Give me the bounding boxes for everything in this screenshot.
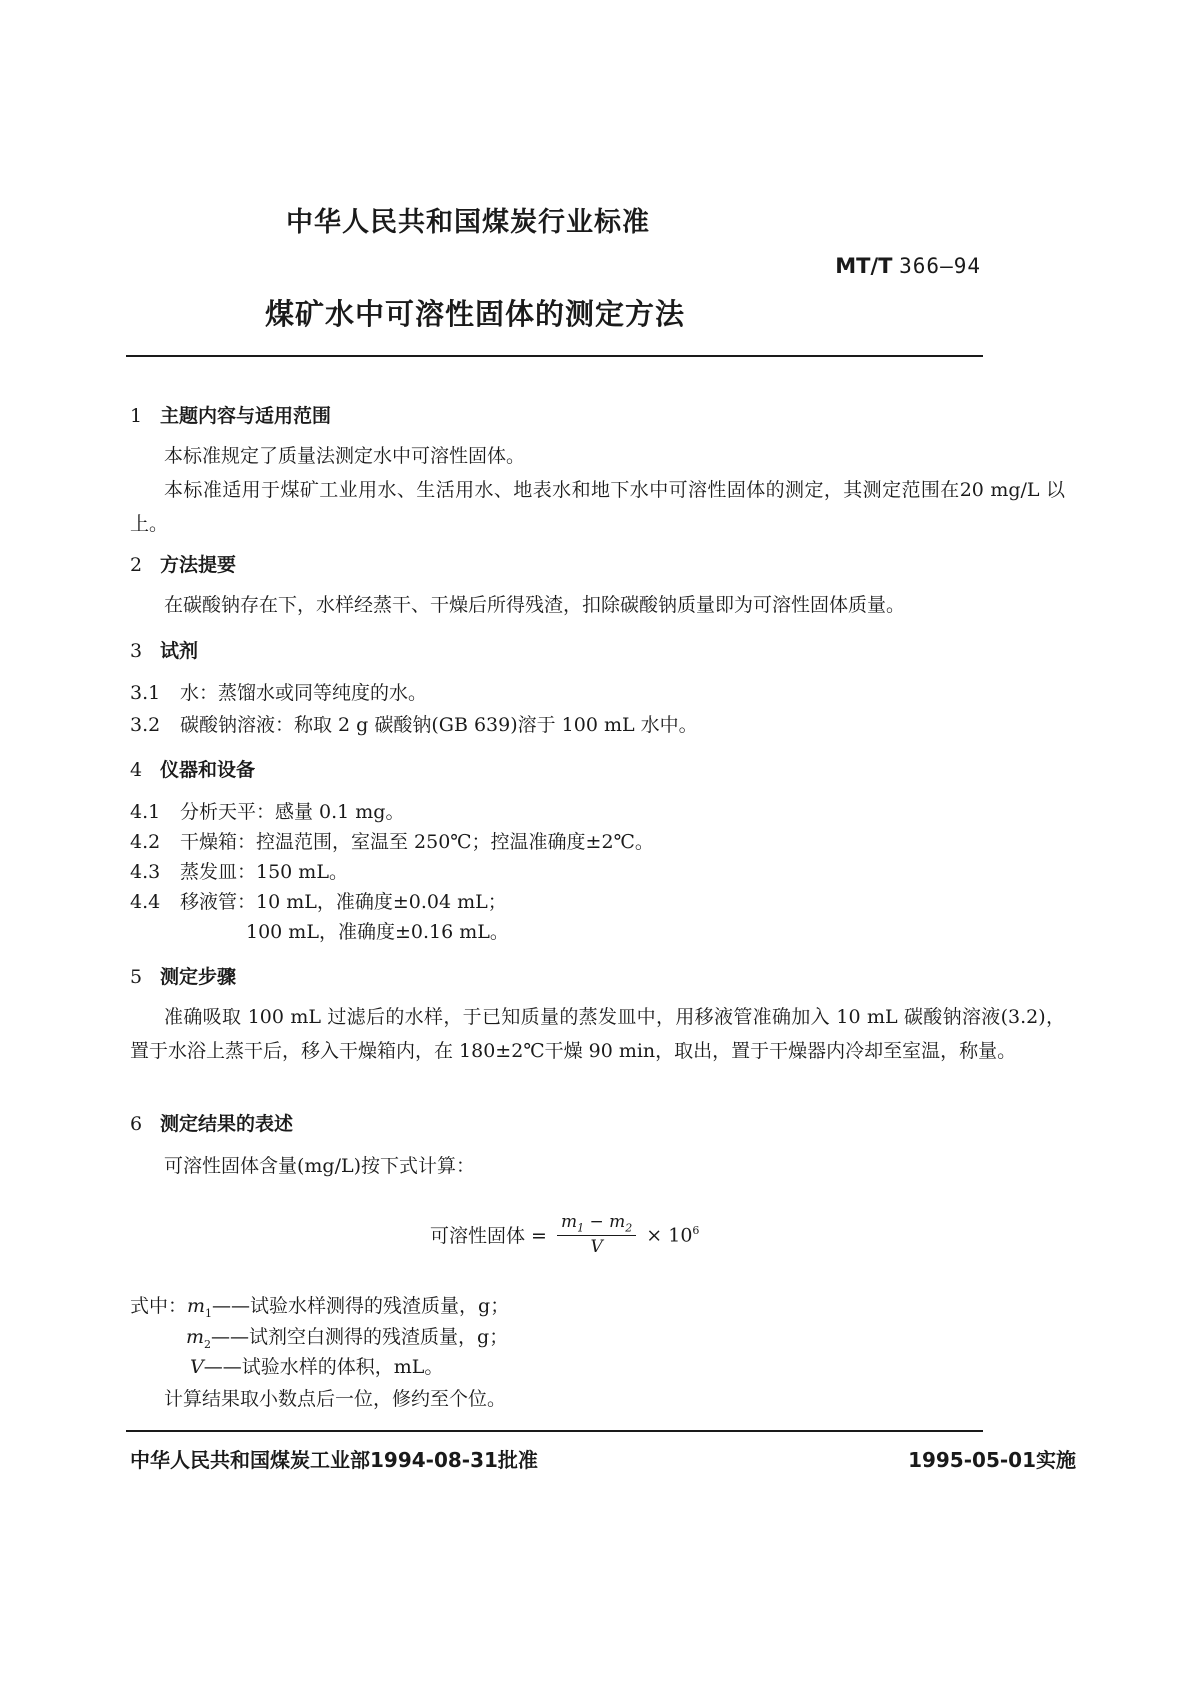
item-number: 4.2 [130, 831, 161, 853]
equipment-item [130, 795, 404, 829]
section-number: 3 [130, 640, 143, 662]
sub-2: 2 [625, 1221, 633, 1235]
item-number: 3.2 [130, 714, 161, 736]
def-subscript: 2 [204, 1337, 212, 1351]
approval-line: 中华人民共和国煤炭工业部1994-08-31批准 [130, 1448, 538, 1472]
sub-1: 1 [577, 1221, 585, 1235]
section-heading-4 [130, 755, 255, 782]
section-heading-5 [130, 962, 236, 989]
rounding-note: 计算结果取小数点后一位，修约至个位。 [164, 1388, 507, 1410]
section-title: 测定结果的表述 [160, 1113, 294, 1135]
section-title: 方法提要 [160, 554, 237, 576]
reagent-item [130, 708, 698, 742]
item-text: 水：蒸馏水或同等纯度的水。 [180, 682, 428, 704]
def-symbol: V [190, 1356, 204, 1378]
standard-number: 366—94 [899, 254, 981, 278]
item-number: 3.1 [130, 682, 161, 704]
formula [430, 1212, 699, 1257]
section-heading-6 [130, 1109, 293, 1136]
header-divider [126, 355, 983, 357]
section-title: 主题内容与适用范围 [160, 405, 332, 427]
def-symbol: m [187, 1295, 206, 1317]
def-text: ——试验水样测得的残渣质量，g； [212, 1295, 510, 1317]
times-ten: × 10 [646, 1223, 693, 1246]
section-heading-1 [130, 401, 331, 428]
section-heading-2 [130, 550, 236, 577]
document-title: 煤矿水中可溶性固体的测定方法 [265, 297, 686, 331]
reagent-item [130, 676, 427, 710]
section-1-paragraph-2: 本标准适用于煤矿工业用水、生活用水、地表水和地下水中可溶性固体的测定，其测定范围在20 mg/L 以上。 [130, 479, 1065, 535]
var-m2: m [609, 1212, 626, 1232]
def-text: ——试剂空白测得的残渣质量，g； [211, 1326, 509, 1348]
item-text: 分析天平：感量 0.1 mg。 [180, 801, 405, 823]
standard-code [835, 254, 981, 278]
section-number: 2 [130, 554, 143, 576]
effective-date: 1995-05-01实施 [908, 1448, 1076, 1472]
section-2-paragraph: 在碳酸钠存在下，水样经蒸干、干燥后所得残渣，扣除碳酸钠质量即为可溶性固体质量。 [164, 594, 906, 616]
section-number: 6 [130, 1113, 143, 1135]
item-text: 干燥箱：控温范围，室温至 250℃；控温准确度±2℃。 [180, 831, 654, 853]
section-6-paragraph: 可溶性固体含量(mg/L)按下式计算： [164, 1155, 476, 1177]
section-title: 仪器和设备 [160, 759, 256, 781]
formula-lhs: 可溶性固体 = [430, 1225, 547, 1248]
where-label: 式中： [130, 1295, 188, 1317]
standard-prefix: MT/T [835, 254, 893, 278]
footer-divider [126, 1430, 983, 1432]
minus-sign: − [584, 1212, 610, 1232]
section-5-paragraph: 准确吸取 100 mL 过滤后的水样，于已知质量的蒸发皿中，用移液管准确加入 10 mL 碳酸钠溶液(3.2)，置于水浴上蒸干后，移入干燥箱内，在 180±2℃干燥 90 min，取出，置于干燥器内冷却至室温，称量。 [130, 1006, 1065, 1062]
issuing-body-title: 中华人民共和国煤炭行业标准 [286, 207, 650, 238]
exponent: 6 [692, 1223, 700, 1237]
section-1-paragraph-1: 本标准规定了质量法测定水中可溶性固体。 [164, 445, 526, 467]
item-text: 移液管：10 mL，准确度±0.04 mL； [180, 891, 507, 913]
formula-numerator [557, 1212, 636, 1236]
section-heading-3 [130, 636, 198, 663]
formula-denominator: V [590, 1237, 603, 1258]
section-title: 测定步骤 [160, 966, 237, 988]
item-number: 4.4 [130, 891, 161, 913]
section-title: 试剂 [160, 640, 199, 662]
section-number: 1 [130, 405, 143, 427]
equipment-item [130, 855, 348, 889]
equipment-item-continuation: 100 mL，准确度±0.16 mL。 [246, 921, 509, 943]
item-number: 4.1 [130, 801, 161, 823]
definition-row [190, 1350, 443, 1384]
def-text: ——试验水样的体积，mL。 [203, 1356, 444, 1378]
section-number: 4 [130, 759, 143, 781]
var-m1: m [560, 1212, 578, 1232]
item-number: 4.3 [130, 861, 161, 883]
def-symbol: m [186, 1326, 205, 1348]
equipment-item [130, 825, 654, 859]
formula-fraction [557, 1212, 636, 1257]
section-number: 5 [130, 966, 143, 988]
equipment-item [130, 885, 507, 919]
def-subscript: 1 [205, 1306, 213, 1320]
formula-multiplier [646, 1224, 699, 1246]
item-text: 碳酸钠溶液：称取 2 g 碳酸钠(GB 639)溶于 100 mL 水中。 [180, 714, 698, 736]
item-text: 蒸发皿：150 mL。 [180, 861, 348, 883]
